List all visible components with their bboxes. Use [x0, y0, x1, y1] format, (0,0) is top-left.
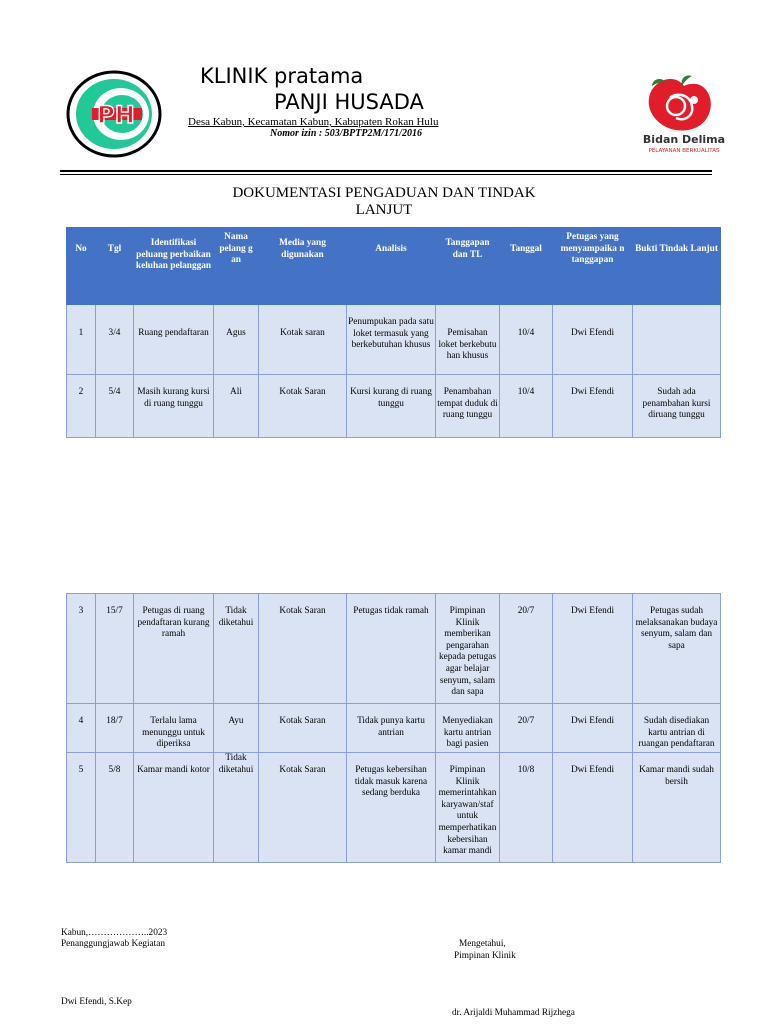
cell-tanggal: 10/4 [500, 305, 553, 375]
cell-identifikasi: Ruang pendaftaran [134, 305, 214, 375]
cell-petugas: Dwi Efendi [553, 753, 633, 863]
cell-nama: Ayu [214, 704, 259, 753]
cell-tgl: 18/7 [96, 704, 134, 753]
col-header-identifikasi: Identifikasi peluang perbaikan keluhan pelanggan [134, 228, 214, 305]
cell-tanggapan: Pimpinan Klinik memberikan pengarahan kepada petugas agar belajar senyum, salam dan sapa [436, 594, 500, 704]
document-title [200, 185, 568, 219]
cell-identifikasi: Petugas di ruang pendaftaran kurang ramah [134, 594, 214, 704]
complaint-table-page1 [66, 227, 721, 438]
cell-petugas: Dwi Efendi [553, 594, 633, 704]
cell-tgl: 5/4 [96, 375, 134, 438]
cell-nama: Ali [214, 375, 259, 438]
col-header-media: Media yang digunakan [259, 228, 347, 305]
cell-no: 5 [67, 753, 96, 863]
cell-identifikasi: Kamar mandi kotor [134, 753, 214, 863]
permit-number: Nomor izin : 503/BPTP2M/171/2016 [270, 128, 422, 139]
col-header-tgl: Tgl [96, 228, 134, 305]
cell-nama: Tidak diketahui [214, 753, 259, 863]
cell-analisis: Tidak punya kartu antrian [347, 704, 436, 753]
col-header-tanggapan: Tanggapan dan TL [436, 228, 500, 305]
table-header-row [67, 228, 721, 305]
cell-tanggal: 20/7 [500, 594, 553, 704]
cell-media: Kotak Saran [259, 594, 347, 704]
table-row [67, 305, 721, 375]
cell-bukti [633, 305, 721, 375]
cell-media: Kotak Saran [259, 704, 347, 753]
cell-nama: Agus [214, 305, 259, 375]
cell-no: 3 [67, 594, 96, 704]
table-row [67, 375, 721, 438]
cell-analisis: Petugas tidak ramah [347, 594, 436, 704]
col-header-bukti: Bukti Tindak Lanjut [633, 228, 721, 305]
cell-tanggapan: Penambahan tempat duduk di ruang tunggu [436, 375, 500, 438]
cell-bukti: Sudah ada penambahan kursi diruang tunggu [633, 375, 721, 438]
clinic-name-line1: KLINIK pratama [200, 64, 364, 88]
cell-bukti: Petugas sudah melaksanakan budaya senyum, salam dan sapa [633, 594, 721, 704]
cell-tanggal: 10/4 [500, 375, 553, 438]
col-header-analisis: Analisis [347, 228, 436, 305]
clinic-address: Desa Kabun, Kecamatan Kabun, Kabupaten Rokan Hulu [188, 116, 439, 128]
cell-media: Kotak saran [259, 305, 347, 375]
cell-tanggal: 10/8 [500, 753, 553, 863]
left-signatory-role: Penanggungjawab Kegiatan [61, 939, 166, 949]
cell-tgl: 15/7 [96, 594, 134, 704]
table-row [67, 704, 721, 753]
cell-tanggapan: Pemisahan loket berkebutu han khusus [436, 305, 500, 375]
cell-tanggapan: Menyediakan kartu antrian bagi pasien [436, 704, 500, 753]
clinic-name-line2: PANJI HUSADA [274, 90, 424, 114]
svg-text:PELAYANAN BERKUALITAS: PELAYANAN BERKUALITAS [648, 148, 720, 154]
header-rule-thick [60, 170, 712, 172]
cell-identifikasi: Terlalu lama menunggu untuk diperiksa [134, 704, 214, 753]
cell-petugas: Dwi Efendi [553, 305, 633, 375]
cell-no: 2 [67, 375, 96, 438]
cell-identifikasi: Masih kurang kursi di ruang tunggu [134, 375, 214, 438]
header-rule-thin [60, 174, 712, 175]
place-date: Kabun,………………..2023 [61, 928, 168, 938]
cell-media: Kotak Saran [259, 753, 347, 863]
document-title-line1: DOKUMENTASI PENGADUAN DAN TINDAK [232, 185, 536, 201]
cell-tgl: 5/8 [96, 753, 134, 863]
table-row [67, 594, 721, 704]
table-row [67, 753, 721, 863]
col-header-tanggal: Tanggal [500, 228, 553, 305]
document-title-line2: LANJUT [355, 202, 413, 218]
complaint-table-page2 [66, 593, 721, 863]
right-acknowledgement: Mengetahui, [459, 939, 506, 949]
cell-media: Kotak Saran [259, 375, 347, 438]
cell-analisis: Petugas kebersihan tidak masuk karena sedang berduka [347, 753, 436, 863]
cell-no: 1 [67, 305, 96, 375]
clinic-logo [66, 70, 162, 158]
cell-tgl: 3/4 [96, 305, 134, 375]
cell-petugas: Dwi Efendi [553, 704, 633, 753]
left-signatory-name: Dwi Efendi, S.Kep [61, 997, 132, 1007]
cell-no: 4 [67, 704, 96, 753]
cell-petugas: Dwi Efendi [553, 375, 633, 438]
col-header-no: No [67, 228, 96, 305]
bidan-delima-logo [636, 72, 732, 156]
right-signatory-name: dr. Arijaldi Muhammad Rijzhega [452, 1008, 575, 1018]
cell-nama: Tidak diketahui [214, 594, 259, 704]
cell-bukti: Sudah disediakan kartu antrian di ruangan pendaftaran [633, 704, 721, 753]
right-signatory-role: Pimpinan Klinik [454, 951, 516, 961]
cell-analisis: Penumpukan pada satu loket termasuk yang berkebutuhan khusus [347, 305, 436, 375]
cell-analisis: Kursi kurang di ruang tunggu [347, 375, 436, 438]
col-header-nama: Nama pelang g an [214, 228, 259, 305]
col-header-petugas: Petugas yang menyampaika n tanggapan [553, 228, 633, 305]
cell-tanggal: 20/7 [500, 704, 553, 753]
svg-text:PH: PH [97, 101, 135, 129]
cell-bukti: Kamar mandi sudah bersih [633, 753, 721, 863]
svg-text:Bidan Delima: Bidan Delima [642, 133, 726, 146]
cell-tanggapan: Pimpinan Klinik memerintahkan karyawan/staf untuk memperhatikan kebersihan kamar mandi [436, 753, 500, 863]
